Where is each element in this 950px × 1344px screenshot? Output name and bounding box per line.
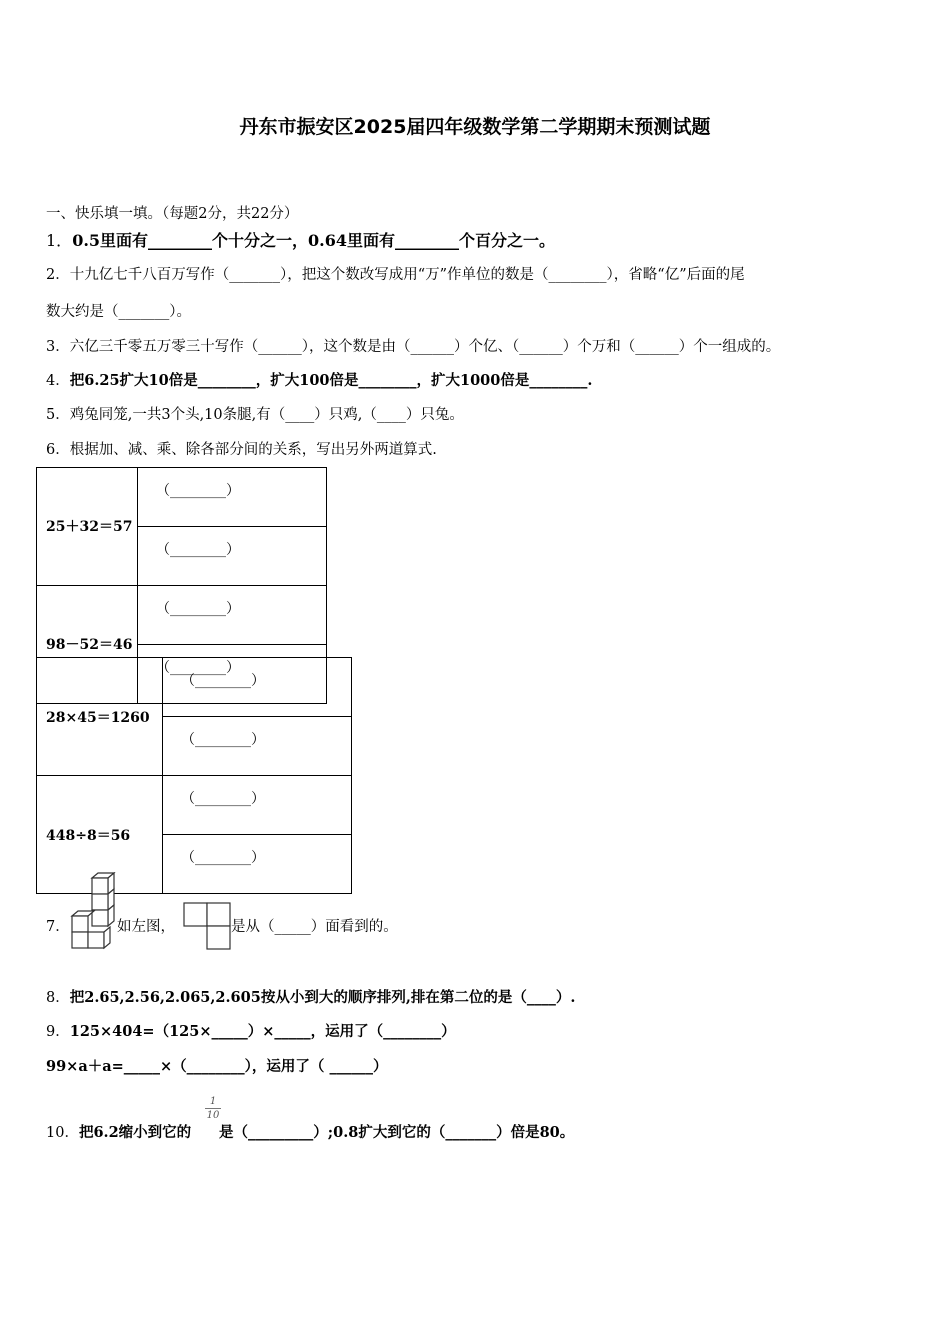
question-number: 6． [46, 442, 70, 458]
question-7-number: 7． [46, 919, 70, 935]
question-number: 2． [46, 267, 70, 283]
page-title: 丹东市振安区2025届四年级数学第二学期期末预测试题 [239, 116, 711, 138]
question-1 [46, 228, 555, 251]
fraction-one-tenth [205, 1096, 221, 1121]
question-text: 十九亿七千八百万写作（_______），把这个数改写成用“万”作单位的数是（________），省略“亿”后面的尾 [69, 267, 745, 283]
question-text: 六亿三千零五万零三十写作（______），这个数是由（______）个亿、（______）个万和（______）个一组成的。 [69, 339, 781, 355]
question-text: 0.5里面有________个十分之一，0.64里面有________个百分之一。 [72, 231, 555, 250]
view-grid-icon [183, 902, 231, 950]
cube-stack-icon [68, 872, 116, 950]
question-number: 8． [46, 990, 70, 1006]
question-9-continued: 99×a＋a=_____×（________），运用了（ ______） [46, 1058, 388, 1075]
answer-blank[interactable]: （________） [163, 776, 352, 835]
question-text: 根据加、减、乘、除各部分间的关系，写出另外两道算式. [69, 442, 437, 458]
question-text: 鸡兔同笼,一共3个头,10条腿,有（____）只鸡,（____）只兔。 [69, 407, 464, 423]
question-text: 把2.65,2.56,2.065,2.605按从小到大的顺序排列,排在第二位的是（____）. [69, 989, 576, 1006]
question-9 [46, 1020, 456, 1041]
answer-blank[interactable]: （________） [138, 586, 327, 645]
answer-blank[interactable]: （________） [138, 527, 327, 586]
question-text: 125×404=（125×_____）×_____，运用了（________） [69, 1023, 456, 1040]
question-number: 4． [46, 373, 70, 389]
fraction-denominator: 10 [206, 1110, 220, 1121]
answer-table-b [36, 657, 352, 894]
answer-blank[interactable]: （________） [163, 835, 352, 894]
answer-blank[interactable]: （________） [163, 658, 352, 717]
equation-cell: 25＋32＝57 [37, 468, 138, 586]
question-3 [46, 335, 780, 356]
question-7-text-1: 如左图， [117, 919, 175, 935]
question-10-continued: 是（_________）;0.8扩大到它的（_______）倍是80。 [219, 1124, 575, 1141]
equation-cell: 28×45＝1260 [37, 658, 163, 776]
question-number: 10． [46, 1125, 79, 1141]
question-number: 1． [46, 231, 73, 250]
answer-blank[interactable]: （________） [138, 645, 327, 704]
question-4 [46, 369, 592, 390]
question-7-text-2: 是从（_____）面看到的。 [231, 919, 398, 935]
question-number: 3． [46, 339, 70, 355]
answer-blank[interactable]: （________） [163, 717, 352, 776]
question-6 [46, 438, 437, 459]
answer-blank[interactable]: （________） [138, 468, 327, 527]
section-heading: 一、快乐填一填。（每题2分，共22分） [46, 206, 299, 222]
question-text: 把6.25扩大10倍是________，扩大100倍是________，扩大1000倍是________. [69, 372, 593, 389]
question-number: 9． [46, 1024, 70, 1040]
question-5 [46, 403, 464, 424]
equation-cell: 98－52＝46 [37, 586, 138, 704]
question-8 [46, 986, 575, 1007]
question-number: 5． [46, 407, 70, 423]
equation-cell: 448÷8＝56 [37, 776, 163, 894]
question-10 [46, 1121, 191, 1142]
question-2 [46, 263, 745, 284]
question-2-continued: 数大约是（_______）。 [46, 304, 191, 320]
fraction-numerator: 1 [209, 1096, 217, 1107]
question-text: 把6.2缩小到它的 [78, 1124, 192, 1141]
